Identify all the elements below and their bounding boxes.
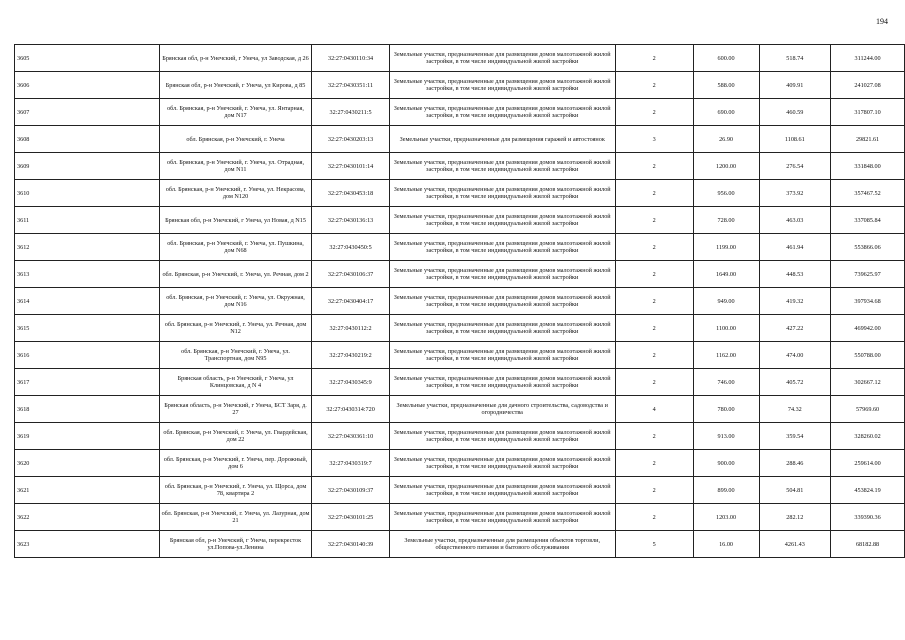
group-cell: 2: [615, 72, 693, 99]
group-cell: 2: [615, 180, 693, 207]
group-cell: 2: [615, 153, 693, 180]
table-row: [15, 126, 905, 153]
area-cell: 1100.00: [693, 315, 759, 342]
address-cell: обл. Брянская, р-н Унечский, г. Унеча, ул. Янтарная, дом N17: [159, 99, 312, 126]
area-cell: 956.00: [693, 180, 759, 207]
table-row: [15, 234, 905, 261]
table-row: [15, 342, 905, 369]
cadastral-number-cell: 32:27:0430101:14: [312, 153, 389, 180]
cadastral-value-cell: 259614.00: [831, 450, 905, 477]
group-cell: 4: [615, 396, 693, 423]
cadastral-value-cell: 469942.00: [831, 315, 905, 342]
permitted-use-cell: Земельные участки, предназначенные для размещения домов малоэтажной жилой застройки, в том числе индивидуальной жилой застройки: [389, 261, 615, 288]
group-cell: 2: [615, 369, 693, 396]
row-number-cell: 3614: [15, 288, 160, 315]
table-row: [15, 396, 905, 423]
group-cell: 5: [615, 531, 693, 558]
area-cell: 728.00: [693, 207, 759, 234]
area-cell: 949.00: [693, 288, 759, 315]
row-number-cell: 3619: [15, 423, 160, 450]
cadastral-number-cell: 32:27:0430136:13: [312, 207, 389, 234]
table-row: [15, 315, 905, 342]
address-cell: Брянская область, р-н Унечский, г Унеча, ул Клинцовская, д N 4: [159, 369, 312, 396]
address-cell: Брянская обл, р-н Унечский, г Унеча, ул Новая, д N15: [159, 207, 312, 234]
address-cell: обл. Брянская, р-н Унечский, г. Унеча, ул. Отрадная, дом N11: [159, 153, 312, 180]
cadastral-value-cell: 339390.36: [831, 504, 905, 531]
cadastral-value-cell: 550788.00: [831, 342, 905, 369]
permitted-use-cell: Земельные участки, предназначенные для размещения домов малоэтажной жилой застройки, в том числе индивидуальной жилой застройки: [389, 504, 615, 531]
address-cell: обл. Брянская, р-н Унечский, г. Унеча, ул. Окружная, дом N16: [159, 288, 312, 315]
specific-value-cell: 460.59: [759, 99, 831, 126]
table-row: [15, 504, 905, 531]
group-cell: 2: [615, 504, 693, 531]
specific-value-cell: 448.53: [759, 261, 831, 288]
area-cell: 1649.00: [693, 261, 759, 288]
page-number: 194: [876, 17, 888, 26]
permitted-use-cell: Земельные участки, предназначенные для размещения домов малоэтажной жилой застройки, в том числе индивидуальной жилой застройки: [389, 45, 615, 72]
cadastral-value-cell: 68182.88: [831, 531, 905, 558]
group-cell: 2: [615, 234, 693, 261]
cadastral-number-cell: 32:27:0430314:720: [312, 396, 389, 423]
row-number-cell: 3610: [15, 180, 160, 207]
cadastral-number-cell: 32:27:0430211:5: [312, 99, 389, 126]
cadastral-value-cell: 453824.19: [831, 477, 905, 504]
cadastral-value-cell: 241027.08: [831, 72, 905, 99]
cadastral-value-cell: 328260.02: [831, 423, 905, 450]
cadastral-value-cell: 553866.06: [831, 234, 905, 261]
specific-value-cell: 504.81: [759, 477, 831, 504]
cadastral-number-cell: 32:27:0430110:34: [312, 45, 389, 72]
specific-value-cell: 282.12: [759, 504, 831, 531]
specific-value-cell: 474.00: [759, 342, 831, 369]
row-number-cell: 3607: [15, 99, 160, 126]
permitted-use-cell: Земельные участки, предназначенные для размещения домов малоэтажной жилой застройки, в том числе индивидуальной жилой застройки: [389, 450, 615, 477]
row-number-cell: 3622: [15, 504, 160, 531]
table-row: [15, 153, 905, 180]
table-row: [15, 99, 905, 126]
group-cell: 2: [615, 45, 693, 72]
specific-value-cell: 373.92: [759, 180, 831, 207]
row-number-cell: 3611: [15, 207, 160, 234]
row-number-cell: 3605: [15, 45, 160, 72]
cadastral-value-cell: 29821.61: [831, 126, 905, 153]
specific-value-cell: 276.54: [759, 153, 831, 180]
area-cell: 900.00: [693, 450, 759, 477]
area-cell: 746.00: [693, 369, 759, 396]
land-registry-table: [14, 44, 905, 558]
specific-value-cell: 463.03: [759, 207, 831, 234]
registry-body: [15, 45, 905, 558]
cadastral-number-cell: 32:27:0430351:11: [312, 72, 389, 99]
group-cell: 2: [615, 423, 693, 450]
row-number-cell: 3608: [15, 126, 160, 153]
permitted-use-cell: Земельные участки, предназначенные для размещения домов малоэтажной жилой застройки, в том числе индивидуальной жилой застройки: [389, 180, 615, 207]
group-cell: 2: [615, 342, 693, 369]
address-cell: Брянская обл, р-н Унечский, г Унеча, ул Заводская, д 26: [159, 45, 312, 72]
table-row: [15, 180, 905, 207]
permitted-use-cell: Земельные участки, предназначенные для размещения домов малоэтажной жилой застройки, в том числе индивидуальной жилой застройки: [389, 369, 615, 396]
permitted-use-cell: Земельные участки, предназначенные для размещения домов малоэтажной жилой застройки, в том числе индивидуальной жилой застройки: [389, 315, 615, 342]
area-cell: 600.00: [693, 45, 759, 72]
row-number-cell: 3620: [15, 450, 160, 477]
permitted-use-cell: Земельные участки, предназначенные для размещения домов малоэтажной жилой застройки, в том числе индивидуальной жилой застройки: [389, 477, 615, 504]
cadastral-value-cell: 57969.60: [831, 396, 905, 423]
table-row: [15, 45, 905, 72]
cadastral-number-cell: 32:27:0430219:2: [312, 342, 389, 369]
specific-value-cell: 405.72: [759, 369, 831, 396]
area-cell: 690.00: [693, 99, 759, 126]
address-cell: Брянская область, р-н Унечский, г Унеча, БСТ Заря, д. 27: [159, 396, 312, 423]
specific-value-cell: 4261.43: [759, 531, 831, 558]
cadastral-number-cell: 32:27:0430361:10: [312, 423, 389, 450]
cadastral-number-cell: 32:27:0430106:37: [312, 261, 389, 288]
cadastral-value-cell: 302667.12: [831, 369, 905, 396]
address-cell: обл. Брянская, р-н Унечский, г. Унеча, пер. Дорожный, дом 6: [159, 450, 312, 477]
address-cell: обл. Брянская, р-н Унечский, г. Унеча, ул. Речная, дом 2: [159, 261, 312, 288]
row-number-cell: 3621: [15, 477, 160, 504]
address-cell: обл. Брянская, р-н Унечский, г. Унеча, ул. Гвардейская, дом 22: [159, 423, 312, 450]
specific-value-cell: 1108.61: [759, 126, 831, 153]
permitted-use-cell: Земельные участки, предназначенные для размещения домов малоэтажной жилой застройки, в том числе индивидуальной жилой застройки: [389, 153, 615, 180]
address-cell: Брянская обл, р-н Унечский, г Унеча, ул Кирова, д 85: [159, 72, 312, 99]
cadastral-value-cell: 337085.84: [831, 207, 905, 234]
cadastral-number-cell: 32:27:0430319:7: [312, 450, 389, 477]
table-row: [15, 72, 905, 99]
address-cell: обл. Брянская, р-н Унечский, г. Унеча: [159, 126, 312, 153]
address-cell: обл. Брянская, р-н Унечский, г. Унеча, ул. Щорса, дом 78, квартира 2: [159, 477, 312, 504]
row-number-cell: 3606: [15, 72, 160, 99]
group-cell: 2: [615, 477, 693, 504]
table-row: [15, 369, 905, 396]
row-number-cell: 3613: [15, 261, 160, 288]
specific-value-cell: 74.32: [759, 396, 831, 423]
cadastral-value-cell: 357467.52: [831, 180, 905, 207]
cadastral-number-cell: 32:27:0430450:5: [312, 234, 389, 261]
area-cell: 1162.00: [693, 342, 759, 369]
permitted-use-cell: Земельные участки, предназначенные для размещения домов малоэтажной жилой застройки, в том числе индивидуальной жилой застройки: [389, 207, 615, 234]
area-cell: 1203.00: [693, 504, 759, 531]
cadastral-number-cell: 32:27:0430112:2: [312, 315, 389, 342]
permitted-use-cell: Земельные участки, предназначенные для размещения домов малоэтажной жилой застройки, в том числе индивидуальной жилой застройки: [389, 288, 615, 315]
table-row: [15, 423, 905, 450]
cadastral-number-cell: 32:27:0430404:17: [312, 288, 389, 315]
permitted-use-cell: Земельные участки, предназначенные для размещения домов малоэтажной жилой застройки, в том числе индивидуальной жилой застройки: [389, 72, 615, 99]
address-cell: обл. Брянская, р-н Унечский, г. Унеча, ул. Транспортная, дом N95: [159, 342, 312, 369]
cadastral-value-cell: 739625.97: [831, 261, 905, 288]
group-cell: 2: [615, 207, 693, 234]
address-cell: обл. Брянская, р-н Унечский, г. Унеча, ул. Речная, дом N12: [159, 315, 312, 342]
group-cell: 2: [615, 315, 693, 342]
specific-value-cell: 359.54: [759, 423, 831, 450]
address-cell: обл. Брянская, р-н Унечский, г. Унеча, ул. Некрасова, дом N120: [159, 180, 312, 207]
area-cell: 913.00: [693, 423, 759, 450]
table-row: [15, 477, 905, 504]
specific-value-cell: 518.74: [759, 45, 831, 72]
group-cell: 2: [615, 99, 693, 126]
cadastral-value-cell: 397934.68: [831, 288, 905, 315]
row-number-cell: 3612: [15, 234, 160, 261]
area-cell: 16.00: [693, 531, 759, 558]
row-number-cell: 3617: [15, 369, 160, 396]
permitted-use-cell: Земельные участки, предназначенные для размещения домов малоэтажной жилой застройки, в том числе индивидуальной жилой застройки: [389, 342, 615, 369]
address-cell: обл. Брянская, р-н Унечский, г. Унеча, ул. Пушкина, дом N68: [159, 234, 312, 261]
cadastral-number-cell: 32:27:0430109:37: [312, 477, 389, 504]
permitted-use-cell: Земельные участки, предназначенные для размещения домов малоэтажной жилой застройки, в том числе индивидуальной жилой застройки: [389, 423, 615, 450]
table-row: [15, 450, 905, 477]
permitted-use-cell: Земельные участки, предназначенные для размещения домов малоэтажной жилой застройки, в том числе индивидуальной жилой застройки: [389, 99, 615, 126]
cadastral-value-cell: 311244.00: [831, 45, 905, 72]
cadastral-value-cell: 331848.00: [831, 153, 905, 180]
area-cell: 1199.00: [693, 234, 759, 261]
specific-value-cell: 409.91: [759, 72, 831, 99]
table-row: [15, 261, 905, 288]
row-number-cell: 3623: [15, 531, 160, 558]
permitted-use-cell: Земельные участки, предназначенные для дачного строительства, садоводства и огородничества: [389, 396, 615, 423]
address-cell: Брянская обл, р-н Унечский, г Унеча, перекресток ул.Попова-ул.Ленина: [159, 531, 312, 558]
permitted-use-cell: Земельные участки, предназначенные для размещения объектов торговли, общественного питания и бытового обслуживания: [389, 531, 615, 558]
permitted-use-cell: Земельные участки, предназначенные для размещения домов малоэтажной жилой застройки, в том числе индивидуальной жилой застройки: [389, 234, 615, 261]
group-cell: 2: [615, 261, 693, 288]
cadastral-value-cell: 317807.10: [831, 99, 905, 126]
cadastral-number-cell: 32:27:0430101:25: [312, 504, 389, 531]
row-number-cell: 3618: [15, 396, 160, 423]
specific-value-cell: 288.46: [759, 450, 831, 477]
area-cell: 1200.00: [693, 153, 759, 180]
group-cell: 2: [615, 450, 693, 477]
area-cell: 26.90: [693, 126, 759, 153]
table-row: [15, 207, 905, 234]
row-number-cell: 3615: [15, 315, 160, 342]
area-cell: 899.00: [693, 477, 759, 504]
cadastral-number-cell: 32:27:0430203:13: [312, 126, 389, 153]
group-cell: 2: [615, 288, 693, 315]
permitted-use-cell: Земельные участки, предназначенные для размещения гаражей и автостоянок: [389, 126, 615, 153]
cadastral-number-cell: 32:27:0430453:18: [312, 180, 389, 207]
table-row: [15, 288, 905, 315]
specific-value-cell: 427.22: [759, 315, 831, 342]
cadastral-number-cell: 32:27:0430345:9: [312, 369, 389, 396]
row-number-cell: 3616: [15, 342, 160, 369]
specific-value-cell: 461.94: [759, 234, 831, 261]
row-number-cell: 3609: [15, 153, 160, 180]
cadastral-number-cell: 32:27:0430140:39: [312, 531, 389, 558]
specific-value-cell: 419.32: [759, 288, 831, 315]
table-row: [15, 531, 905, 558]
area-cell: 588.00: [693, 72, 759, 99]
area-cell: 780.00: [693, 396, 759, 423]
group-cell: 3: [615, 126, 693, 153]
address-cell: обл. Брянская, р-н Унечский, г. Унеча, ул. Лазурная, дом 21: [159, 504, 312, 531]
